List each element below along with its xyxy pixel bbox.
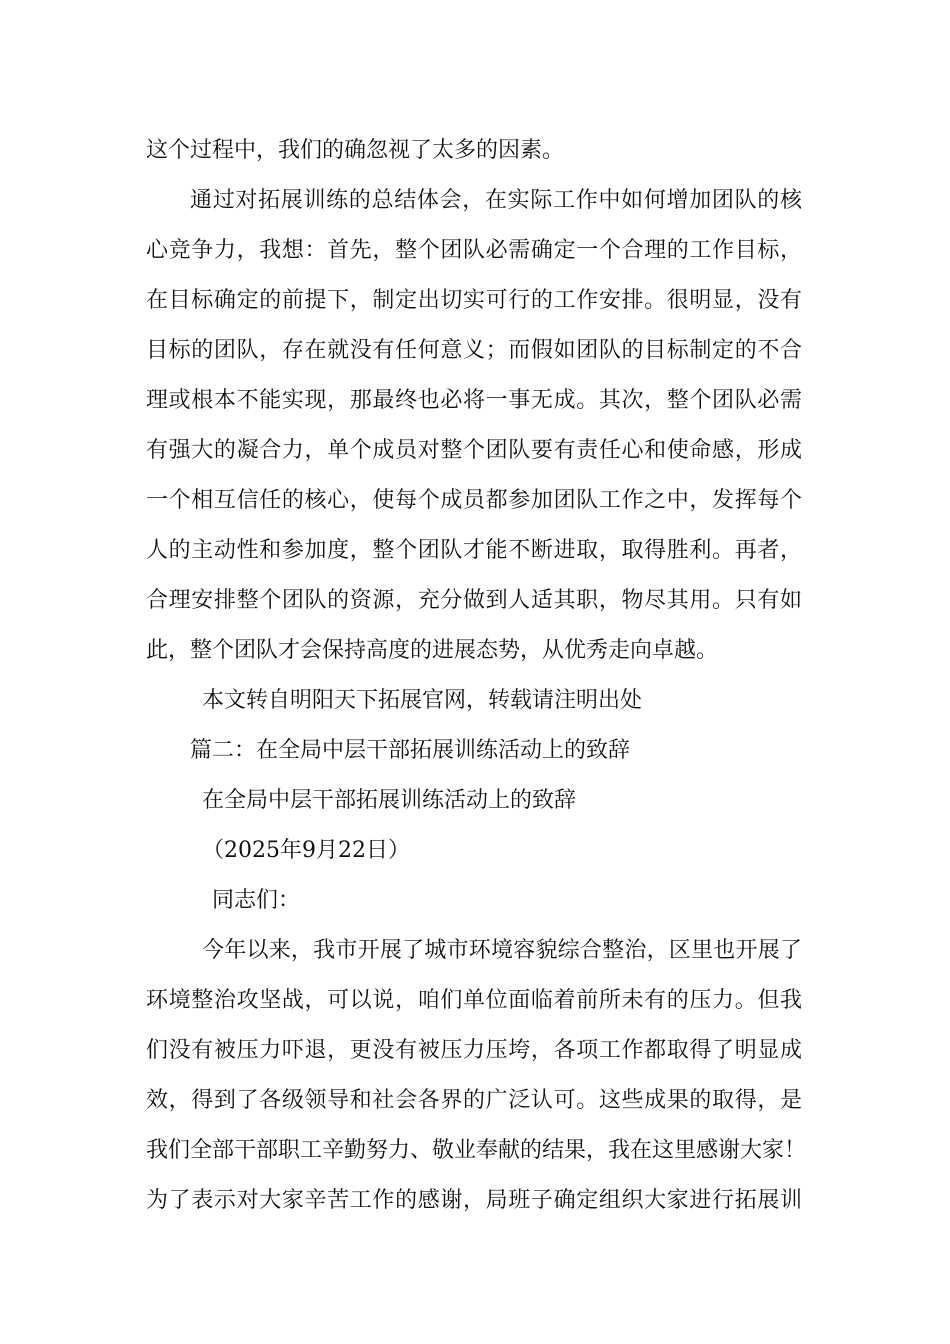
paragraph-2-line-4: 目标的团队，存在就没有任何意义；而假如团队的目标制定的不合: [146, 338, 802, 363]
paragraph-3-line-3: 们没有被压力吓退，更没有被压力压垮，各项工作都取得了明显成: [146, 1038, 802, 1063]
paragraph-2-line-5: 理或根本不能实现，那最终也必将一事无成。其次，整个团队必需: [146, 388, 802, 413]
paragraph-2-line-9: 合理安排整个团队的资源，充分做到人适其职，物尽其用。只有如: [146, 588, 802, 613]
paragraph-1-line-1: 这个过程中，我们的确忽视了太多的因素。: [146, 138, 565, 163]
paragraph-3-line-6: 为了表示对大家辛苦工作的感谢，局班子确定组织大家进行拓展训: [146, 1188, 802, 1213]
salutation: 同志们：: [212, 888, 301, 913]
source-note: 本文转自明阳天下拓展官网，转载请注明出处: [202, 688, 643, 713]
paragraph-2-line-8: 人的主动性和参加度，整个团队才能不断进取，取得胜利。再者，: [146, 538, 802, 563]
section-heading: 篇二：在全局中层干部拓展训练活动上的致辞: [190, 738, 631, 763]
paragraph-2-line-6: 有强大的凝合力，单个成员对整个团队要有责任心和使命感，形成: [146, 438, 802, 463]
speech-date: （2025年9月22日）: [202, 838, 410, 863]
paragraph-3-line-5: 我们全部干部职工辛勤努力、敬业奉献的结果，我在这里感谢大家！: [146, 1138, 807, 1163]
paragraph-2-line-2: 心竞争力，我想：首先，整个团队必需确定一个合理的工作目标，: [146, 238, 802, 263]
paragraph-2-line-1: 通过对拓展训练的总结体会，在实际工作中如何增加团队的核: [190, 188, 802, 213]
paragraph-3-line-2: 环境整治攻坚战，可以说，咱们单位面临着前所未有的压力。但我: [146, 988, 802, 1013]
speech-title: 在全局中层干部拓展训练活动上的致辞: [202, 788, 577, 813]
paragraph-2-line-7: 一个相互信任的核心，使每个成员都参加团队工作之中，发挥每个: [146, 488, 802, 513]
paragraph-2-line-3: 在目标确定的前提下，制定出切实可行的工作安排。很明显，没有: [146, 288, 802, 313]
paragraph-3-line-4: 效，得到了各级领导和社会各界的广泛认可。这些成果的取得，是: [146, 1088, 802, 1113]
paragraph-3-line-1: 今年以来，我市开展了城市环境容貌综合整治，区里也开展了: [202, 938, 802, 963]
paragraph-2-line-10: 此，整个团队才会保持高度的进展态势，从优秀走向卓越。: [146, 638, 719, 663]
